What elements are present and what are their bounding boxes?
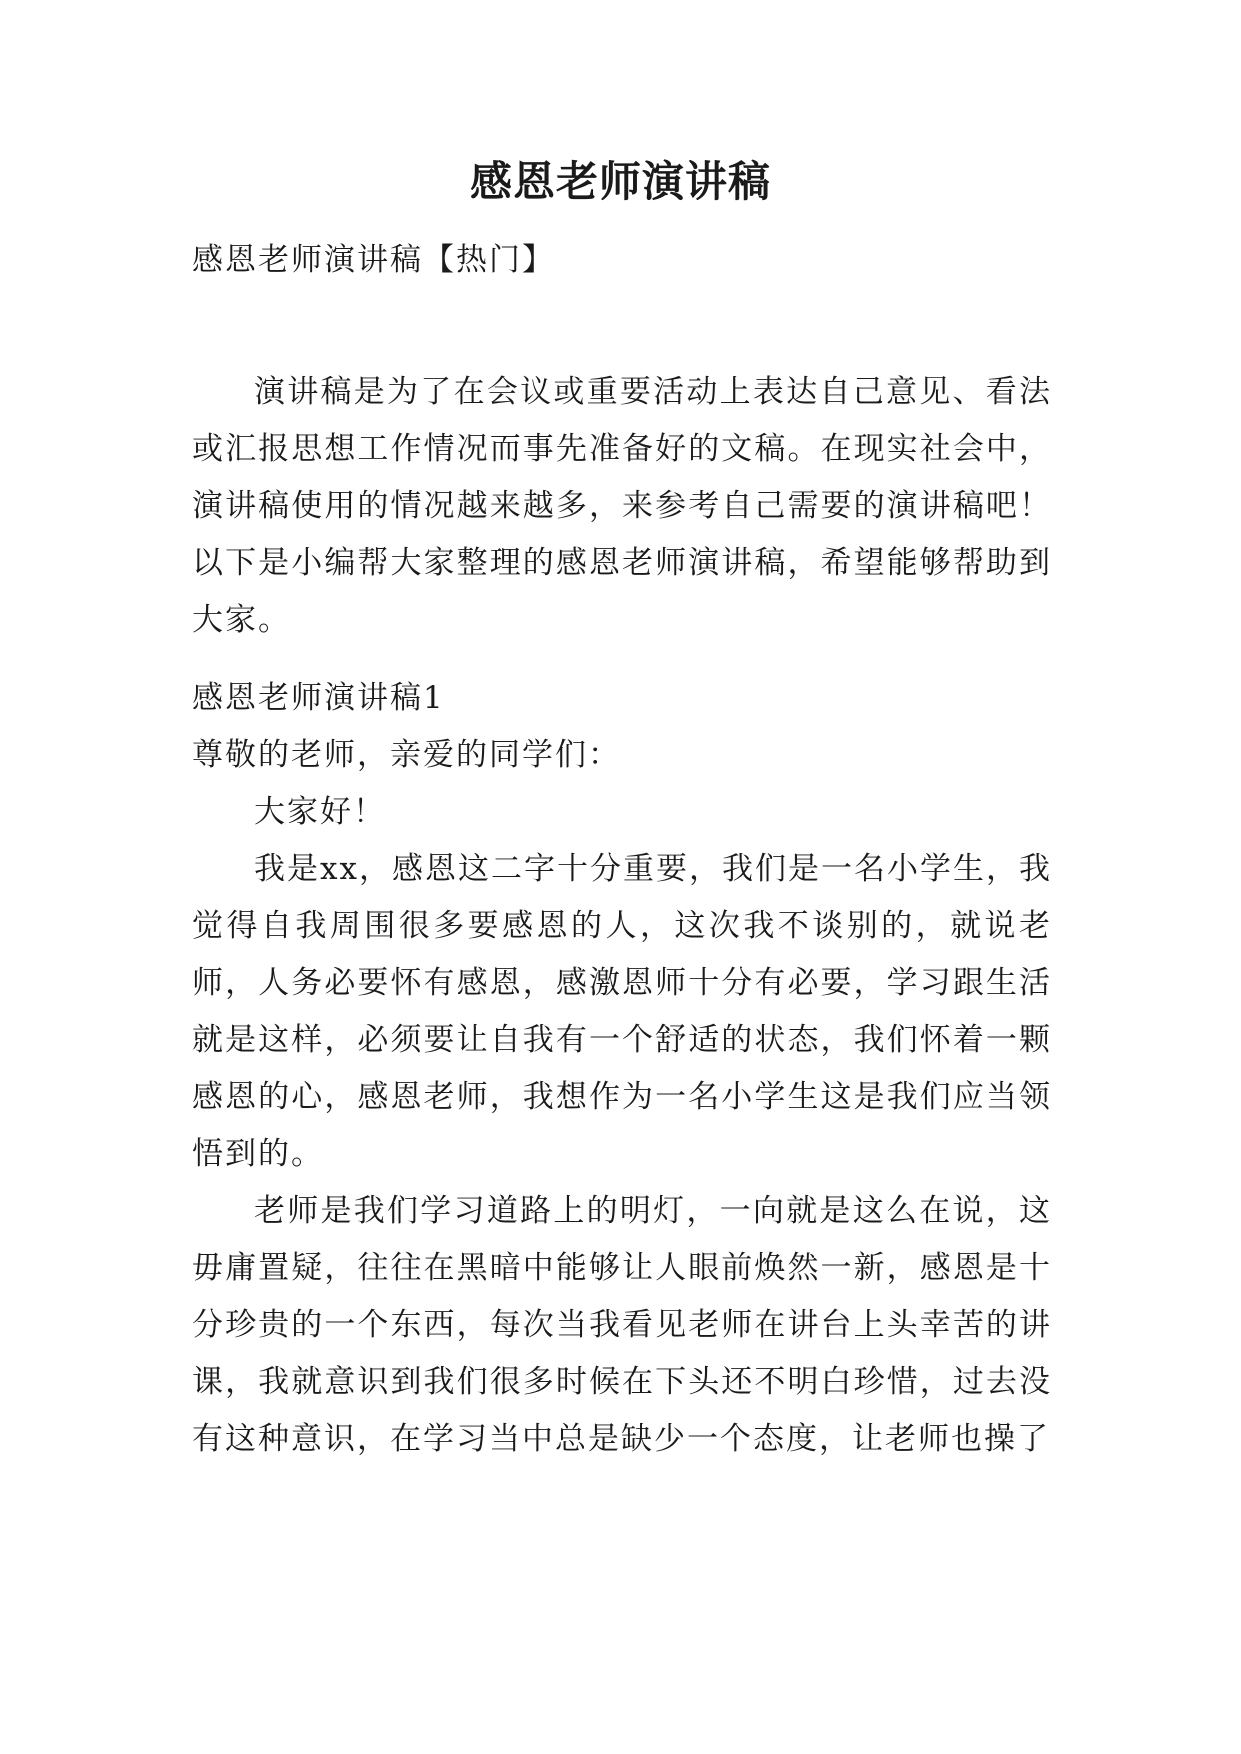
body-paragraph-2: 老师是我们学习道路上的明灯，一向就是这么在说，这毋庸置疑，往往在黑暗中能够让人眼前焕然一新，感恩是十分珍贵的一个东西，每次当我看见老师在讲台上头幸苦的讲课，我就意识到我们很多时候在下头还不明白珍惜，过去没有这种意识，在学习当中总是缺少一个态度，让老师也操了 [192,1193,1052,1457]
section-heading: 感恩老师演讲稿1 [192,680,445,716]
greeting: 大家好！ [254,794,386,830]
body-paragraph-1: 我是xx，感恩这二字十分重要，我们是一名小学生，我觉得自我周围很多要感恩的人，这次我不谈别的，就说老师，人务必要怀有感恩，感激恩师十分有必要，学习跟生活就是这样，必须要让自我有一个舒适的状态，我们怀着一颗感恩的心，感恩老师，我想作为一名小学生这是我们应当领悟到的。 [192,851,1052,1172]
intro-paragraph: 演讲稿是为了在会议或重要活动上表达自己意见、看法或汇报思想工作情况而事先准备好的文稿。在现实社会中，演讲稿使用的情况越来越多，来参考自己需要的演讲稿吧！以下是小编帮大家整理的感恩老师演讲稿，希望能够帮助到大家。 [192,374,1052,638]
document-title: 感恩老师演讲稿 [469,157,771,206]
document-subtitle: 感恩老师演讲稿【热门】 [192,242,555,278]
salutation: 尊敬的老师，亲爱的同学们： [192,737,621,773]
